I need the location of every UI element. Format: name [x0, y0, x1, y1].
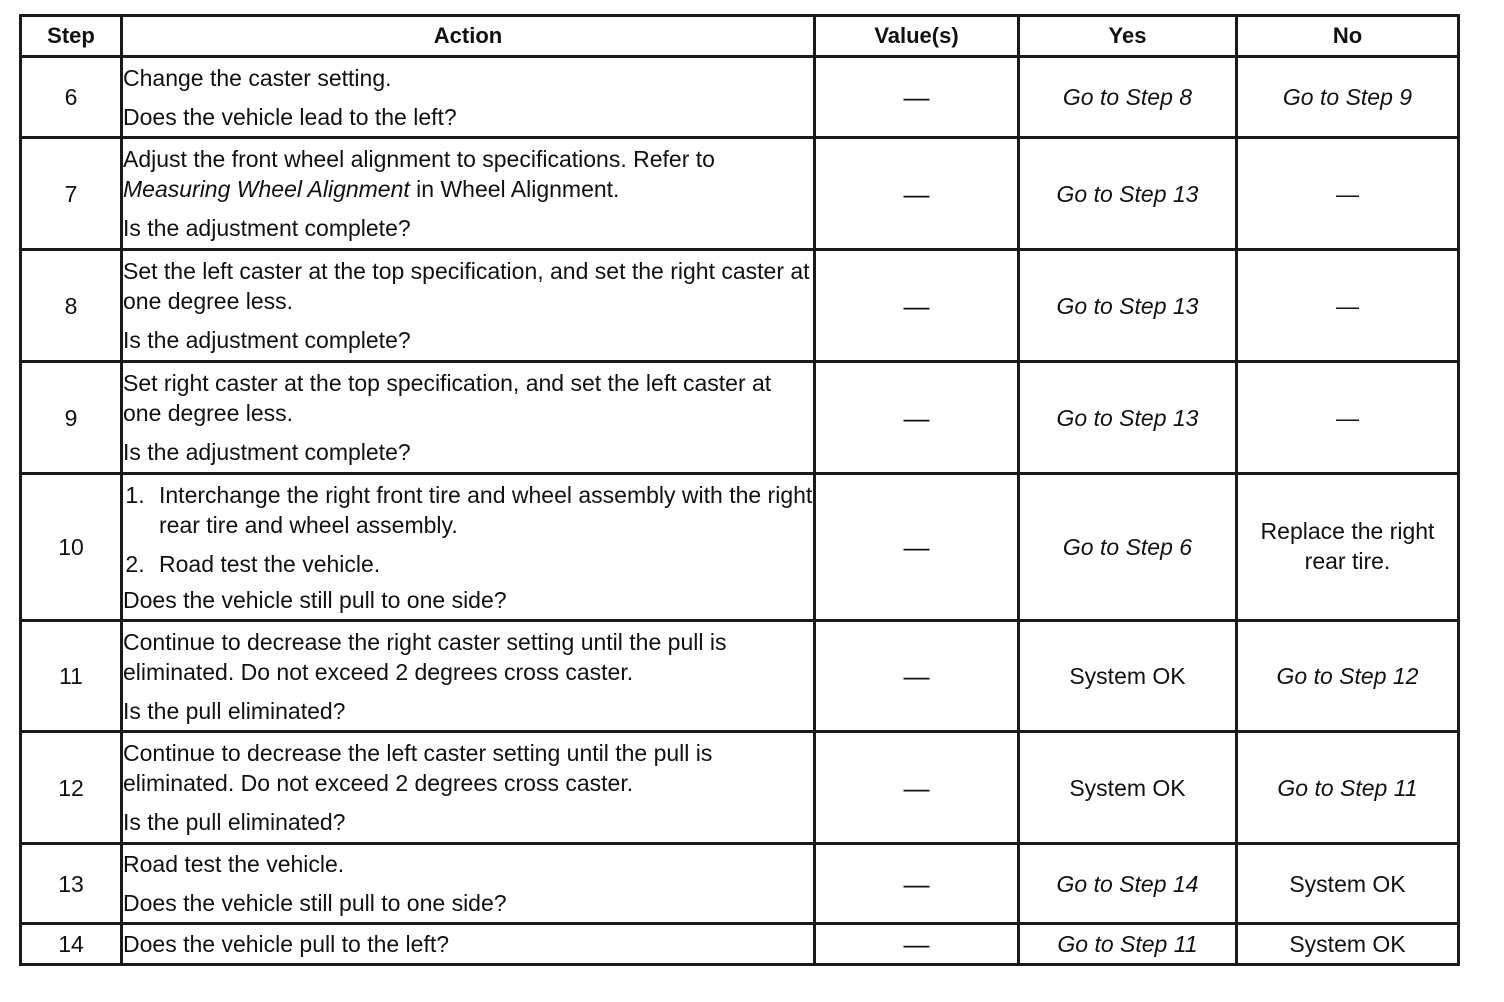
- step-number: 10: [21, 474, 122, 621]
- action-text: [123, 144, 813, 204]
- action-cell: [122, 362, 815, 474]
- action-text: Set the left caster at the top specification, and set the right caster at one degree less.: [123, 258, 810, 314]
- yes-cell: System OK: [1019, 732, 1237, 844]
- value-cell: —: [815, 732, 1019, 844]
- value-cell: —: [815, 250, 1019, 362]
- no-cell: —: [1237, 250, 1459, 362]
- no-link[interactable]: Go to Step 9: [1282, 84, 1413, 110]
- action-text-post: in Wheel Alignment.: [409, 176, 620, 202]
- action-question: Does the vehicle pull to the left?: [123, 931, 450, 957]
- action-cell: [122, 57, 815, 138]
- no-link[interactable]: Go to Step 12: [1276, 663, 1419, 689]
- no-cell: —: [1237, 138, 1459, 250]
- header-values: Value(s): [815, 16, 1019, 57]
- header-step: Step: [21, 16, 122, 57]
- step-number: 8: [21, 250, 122, 362]
- no-link[interactable]: Go to Step 11: [1277, 774, 1418, 801]
- yes-link[interactable]: Go to Step 13: [1056, 180, 1199, 207]
- action-question: Is the adjustment complete?: [123, 439, 411, 465]
- value-cell: —: [815, 844, 1019, 924]
- no-cell: [1237, 621, 1459, 732]
- action-text: Change the caster setting.: [123, 64, 392, 91]
- no-cell: System OK: [1237, 924, 1459, 965]
- step-number: 12: [21, 732, 122, 844]
- action-cell: [122, 621, 815, 732]
- action-cell: [122, 138, 815, 250]
- header-no: No: [1237, 16, 1459, 57]
- action-question: Is the pull eliminated?: [123, 809, 346, 835]
- yes-link[interactable]: Go to Step 13: [1056, 292, 1199, 319]
- action-question: Is the pull eliminated?: [123, 697, 346, 724]
- table-row: [21, 474, 1459, 621]
- value-cell: —: [815, 362, 1019, 474]
- procedure-list: [123, 480, 813, 579]
- header-row: [21, 16, 1459, 57]
- action-text-pre: Adjust the front wheel alignment to specifications. Refer to: [123, 146, 715, 172]
- procedure-item: 1. Interchange the right front tire and wheel assembly with the right rear tire and wheel assembly.: [151, 480, 813, 540]
- header-yes: Yes: [1019, 16, 1237, 57]
- yes-cell: [1019, 924, 1237, 965]
- step-number: 11: [21, 621, 122, 732]
- action-cell: [122, 250, 815, 362]
- action-text: Road test the vehicle.: [123, 851, 345, 877]
- no-cell: [1237, 732, 1459, 844]
- action-cell: [122, 732, 815, 844]
- yes-cell: [1019, 250, 1237, 362]
- table-row: [21, 621, 1459, 732]
- yes-link[interactable]: Go to Step 6: [1062, 534, 1193, 560]
- yes-cell: [1019, 138, 1237, 250]
- action-question: Does the vehicle still pull to one side?: [123, 586, 507, 613]
- yes-cell: [1019, 474, 1237, 621]
- yes-link[interactable]: Go to Step 11: [1057, 931, 1198, 957]
- diagnostic-table: [19, 14, 1460, 966]
- step-number: 7: [21, 138, 122, 250]
- table-row: [21, 844, 1459, 924]
- action-text: Set right caster at the top specification, and set the left caster at one degree less.: [123, 370, 772, 426]
- action-cell: [122, 924, 815, 965]
- yes-cell: System OK: [1019, 621, 1237, 732]
- yes-link[interactable]: Go to Step 8: [1062, 84, 1193, 110]
- table-row: [21, 57, 1459, 138]
- table-row: [21, 924, 1459, 965]
- value-cell: —: [815, 621, 1019, 732]
- action-cell: [122, 474, 815, 621]
- yes-link[interactable]: Go to Step 13: [1056, 404, 1199, 431]
- no-cell: System OK: [1237, 844, 1459, 924]
- yes-cell: [1019, 844, 1237, 924]
- action-text: Continue to decrease the right caster setting until the pull is eliminated. Do not exceed 2 degrees cross caster.: [123, 628, 727, 685]
- reference-link[interactable]: Measuring Wheel Alignment: [123, 176, 410, 202]
- action-cell: [122, 844, 815, 924]
- action-text: Continue to decrease the left caster setting until the pull is eliminated. Do not exceed 2 degrees cross caster.: [123, 740, 713, 796]
- yes-link[interactable]: Go to Step 14: [1056, 870, 1199, 897]
- header-action: Action: [122, 16, 815, 57]
- no-cell: —: [1237, 362, 1459, 474]
- action-question: Does the vehicle lead to the left?: [123, 103, 457, 130]
- table-row: [21, 732, 1459, 844]
- procedure-item: 2. Road test the vehicle.: [151, 549, 813, 579]
- action-question: Is the adjustment complete?: [123, 327, 411, 353]
- yes-cell: [1019, 362, 1237, 474]
- value-cell: —: [815, 57, 1019, 138]
- no-cell: [1237, 57, 1459, 138]
- table-row: [21, 362, 1459, 474]
- value-cell: —: [815, 924, 1019, 965]
- action-question: Is the adjustment complete?: [123, 215, 411, 241]
- step-number: 13: [21, 844, 122, 924]
- value-cell: —: [815, 474, 1019, 621]
- action-question: Does the vehicle still pull to one side?: [123, 890, 507, 916]
- table-row: [21, 138, 1459, 250]
- step-number: 6: [21, 57, 122, 138]
- table-row: [21, 250, 1459, 362]
- step-number: 9: [21, 362, 122, 474]
- yes-cell: [1019, 57, 1237, 138]
- step-number: 14: [21, 924, 122, 965]
- no-cell: Replace the right rear tire.: [1237, 474, 1459, 621]
- value-cell: —: [815, 138, 1019, 250]
